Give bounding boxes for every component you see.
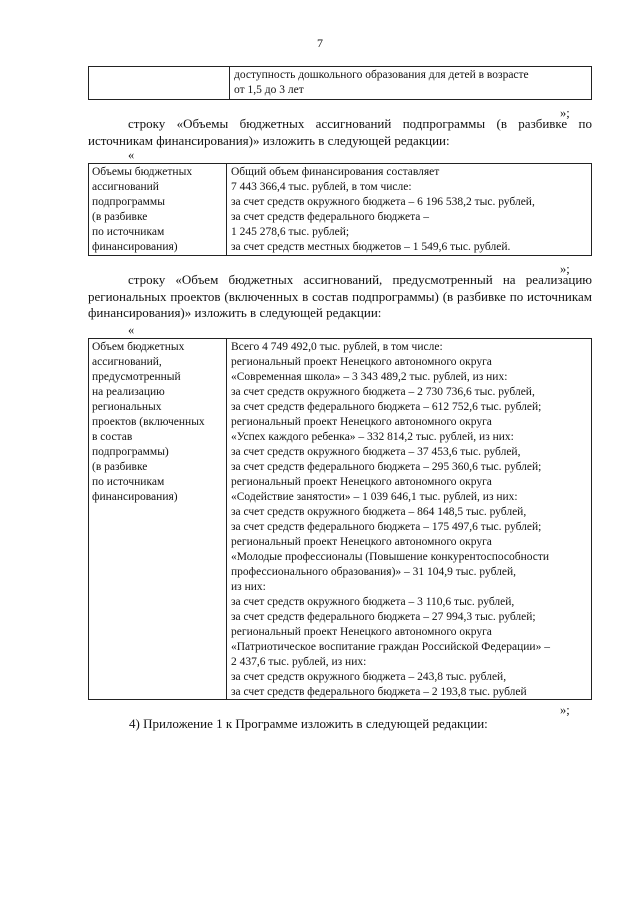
closing-quote-1: »; xyxy=(560,106,570,120)
budget-table-2-value-cell xyxy=(227,339,591,699)
value-line: Общий объем финансирования составляет xyxy=(231,166,440,178)
label-line: ассигнований xyxy=(92,181,159,193)
label-line: в состав xyxy=(92,431,133,443)
value-line: «Содействие занятости» – 1 039 646,1 тыс. рублей, из них: xyxy=(231,491,518,503)
opening-quote-1: « xyxy=(128,148,135,162)
page-number: 7 xyxy=(317,36,323,50)
budget-table-1-label-cell xyxy=(89,164,227,255)
closing-quote-2: »; xyxy=(560,262,570,276)
value-line: за счет средств местных бюджетов – 1 549,6 тыс. рублей. xyxy=(231,241,511,253)
value-line: «Патриотическое воспитание граждан Российской Федерации» – xyxy=(231,641,550,653)
value-line: за счет средств окружного бюджета – 3 110,6 тыс. рублей, xyxy=(231,596,515,608)
top-table-right-cell xyxy=(230,67,591,99)
value-line: региональный проект Ненецкого автономного округа xyxy=(231,356,492,368)
value-line: «Современная школа» – 3 343 489,2 тыс. рублей, из них: xyxy=(231,371,508,383)
label-line: региональных xyxy=(92,401,162,413)
budget-table-1-value-cell xyxy=(227,164,591,255)
label-line: финансирования) xyxy=(92,241,178,253)
value-line: региональный проект Ненецкого автономного округа xyxy=(231,626,492,638)
value-line: за счет средств федерального бюджета – 27 994,3 тыс. рублей; xyxy=(231,611,536,623)
value-line: за счет средств окружного бюджета – 243,8 тыс. рублей, xyxy=(231,671,507,683)
value-line: за счет средств федерального бюджета – 295 360,6 тыс. рублей; xyxy=(231,461,542,473)
top-table-line: доступность дошкольного образования для детей в возрасте xyxy=(234,69,529,81)
label-line: по источникам xyxy=(92,226,165,238)
opening-quote-2: « xyxy=(128,323,135,337)
value-line: региональный проект Ненецкого автономного округа xyxy=(231,416,492,428)
label-line: подпрограммы) xyxy=(92,446,169,458)
label-line: предусмотренный xyxy=(92,371,181,383)
label-line: финансирования) xyxy=(92,491,178,503)
value-line: за счет средств окружного бюджета – 2 730 736,6 тыс. рублей, xyxy=(231,386,535,398)
value-line: за счет средств окружного бюджета – 6 196 538,2 тыс. рублей, xyxy=(231,196,535,208)
label-line: на реализацию xyxy=(92,386,165,398)
label-line: Объемы бюджетных xyxy=(92,166,193,178)
closing-quote-3: »; xyxy=(560,703,570,717)
value-line: за счет средств федерального бюджета – 2 193,8 тыс. рублей xyxy=(231,686,527,698)
value-line: региональный проект Ненецкого автономного округа xyxy=(231,536,492,548)
top-table-fragment xyxy=(88,66,592,100)
budget-table-2-label-cell xyxy=(89,339,227,699)
label-line: (в разбивке xyxy=(92,461,148,473)
value-line: за счет средств федерального бюджета – xyxy=(231,211,430,223)
value-line: за счет средств окружного бюджета – 37 453,6 тыс. рублей, xyxy=(231,446,521,458)
item-4-heading: 4) Приложение 1 к Программе изложить в следующей редакции: xyxy=(129,716,488,731)
label-line: (в разбивке xyxy=(92,211,148,223)
value-line: региональный проект Ненецкого автономного округа xyxy=(231,476,492,488)
value-line: «Успех каждого ребенка» – 332 814,2 тыс. рублей, из них: xyxy=(231,431,514,443)
value-line: «Молодые профессионалы (Повышение конкурентоспособности xyxy=(231,551,550,563)
budget-table-2 xyxy=(88,338,592,700)
value-line: 2 437,6 тыс. рублей, из них: xyxy=(231,656,367,668)
label-line: ассигнований, xyxy=(92,356,162,368)
top-table-line: от 1,5 до 3 лет xyxy=(234,84,304,96)
value-line: 1 245 278,6 тыс. рублей; xyxy=(231,226,350,238)
budget-table-1 xyxy=(88,163,592,256)
label-line: проектов (включенных xyxy=(92,416,205,428)
value-line: за счет средств федерального бюджета – 612 752,6 тыс. рублей; xyxy=(231,401,542,413)
paragraph-1: строку «Объемы бюджетных ассигнований подпрограммы (в разбивке по источникам финансирования)» изложить в следующей редакции: xyxy=(88,116,592,148)
label-line: Объем бюджетных xyxy=(92,341,185,353)
value-line: за счет средств окружного бюджета – 864 148,5 тыс. рублей, xyxy=(231,506,527,518)
value-line: из них: xyxy=(231,581,266,593)
value-line: Всего 4 749 492,0 тыс. рублей, в том числе: xyxy=(231,341,443,353)
value-line: профессионального образования)» – 31 104,9 тыс. рублей, xyxy=(231,566,517,578)
top-table-left-cell xyxy=(89,67,230,99)
value-line: 7 443 366,4 тыс. рублей, в том числе: xyxy=(231,181,412,193)
label-line: по источникам xyxy=(92,476,165,488)
label-line: подпрограммы xyxy=(92,196,165,208)
value-line: за счет средств федерального бюджета – 175 497,6 тыс. рублей; xyxy=(231,521,542,533)
paragraph-2: строку «Объем бюджетных ассигнований, предусмотренный на реализацию региональных проектов (включенных в состав подпрограммы) (в разбивке по источникам финансирования)» изложить в следующей редакции: xyxy=(88,272,592,320)
